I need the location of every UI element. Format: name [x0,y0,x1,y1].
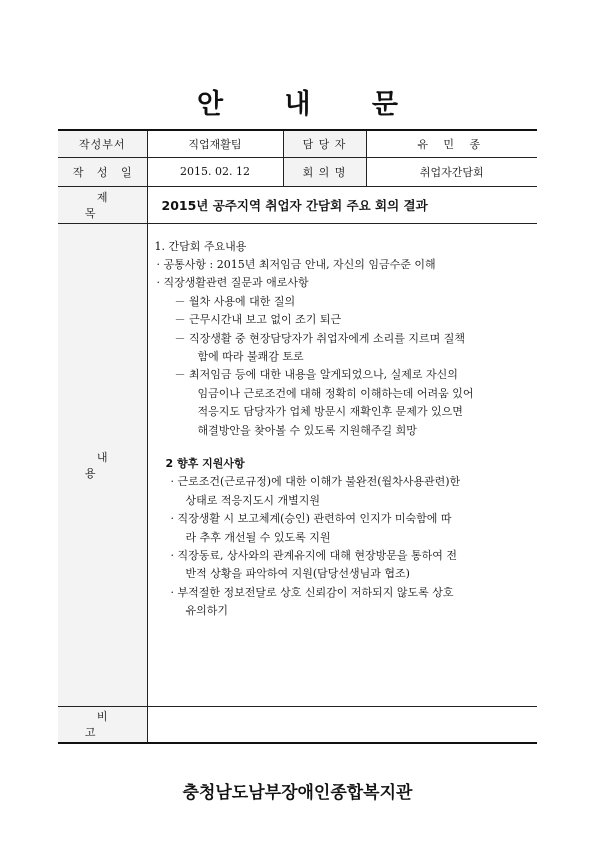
row-date [58,157,537,186]
support-item: · 근로조건(근로규정)에 대한 이해가 불완전(월차사용관련)한 [170,475,461,489]
meeting-label: 회 의 명 [283,157,366,186]
support-item: · 직장동료, 상사와의 관계유지에 대해 현장방문을 통하여 전 [170,549,457,562]
content-item: · 공통사항 : 2015년 최저임금 안내, 자신의 임금수준 이해 [156,257,436,271]
support-item: · 부적절한 정보전달로 상호 신뢰감이 저하되지 않도록 상호 [170,585,454,599]
document-table [58,129,537,744]
subject-label: 제 목 [58,186,147,223]
content-subitem: － 월차 사용에 대한 질의 [174,294,296,308]
manager-label: 담 당 자 [283,130,366,157]
content-subitem: － 근무시간내 보고 없이 조기 퇴근 [174,313,342,327]
row-remarks [58,706,537,743]
content-subitem-cont: 해결방안을 찾아볼 수 있도록 지원해주길 희망 [197,423,417,437]
row-subject [58,186,537,223]
support-item-cont: 상태로 적응지도시 개별지원 [185,493,321,507]
row-dept [58,130,537,157]
document-title: 안 내 문 [196,89,425,120]
dept-value: 직업재활팀 [147,130,283,157]
content-subitem-cont: 적응지도 담당자가 업체 방문시 재확인후 문제가 있으면 [197,405,463,419]
section-heading-2: 2 향후 지원사항 [165,456,245,470]
remarks-label: 비 고 [58,706,147,743]
meeting-value: 취업자간담회 [366,157,537,186]
organization-name: 충청남도남부장애인종합복지관 [182,783,413,803]
content-subitem: － 직장생활 중 현장담당자가 취업자에게 소리를 지르며 질책 [174,331,465,345]
section-heading-1: 1. 간담회 주요내용 [154,239,247,253]
subject-value: 2015년 공주지역 취업자 간담회 주요 회의 결과 [147,186,537,223]
content-body [147,223,537,706]
support-item-cont: 반적 상황을 파악하여 지원(담당선생님과 협조) [185,567,410,581]
content-subitem-cont: 함에 따라 불쾌감 토로 [197,349,304,363]
content-item: · 직장생활관련 질문과 애로사항 [156,276,309,290]
content-label: 내 용 [58,223,147,706]
content-subitem: － 최저임금 등에 대한 내용을 알게되었으나, 실제로 자신의 [174,368,458,382]
dept-label: 작성부서 [58,130,147,157]
support-item-cont: 유의하기 [185,604,229,618]
support-item: · 직장생활 시 보고체계(승인) 관련하여 인지가 미숙함에 따 [170,512,452,526]
row-content [58,223,537,706]
remarks-value [147,706,537,743]
manager-value: 유 민 종 [366,130,537,157]
date-label: 작 성 일 [58,157,147,186]
content-subitem-cont: 임금이나 근로조건에 대해 정확히 이해하는데 어려움 있어 [197,386,474,400]
date-value: 2015. 02. 12 [147,157,283,186]
support-item-cont: 라 추후 개선될 수 있도록 지원 [185,530,331,544]
